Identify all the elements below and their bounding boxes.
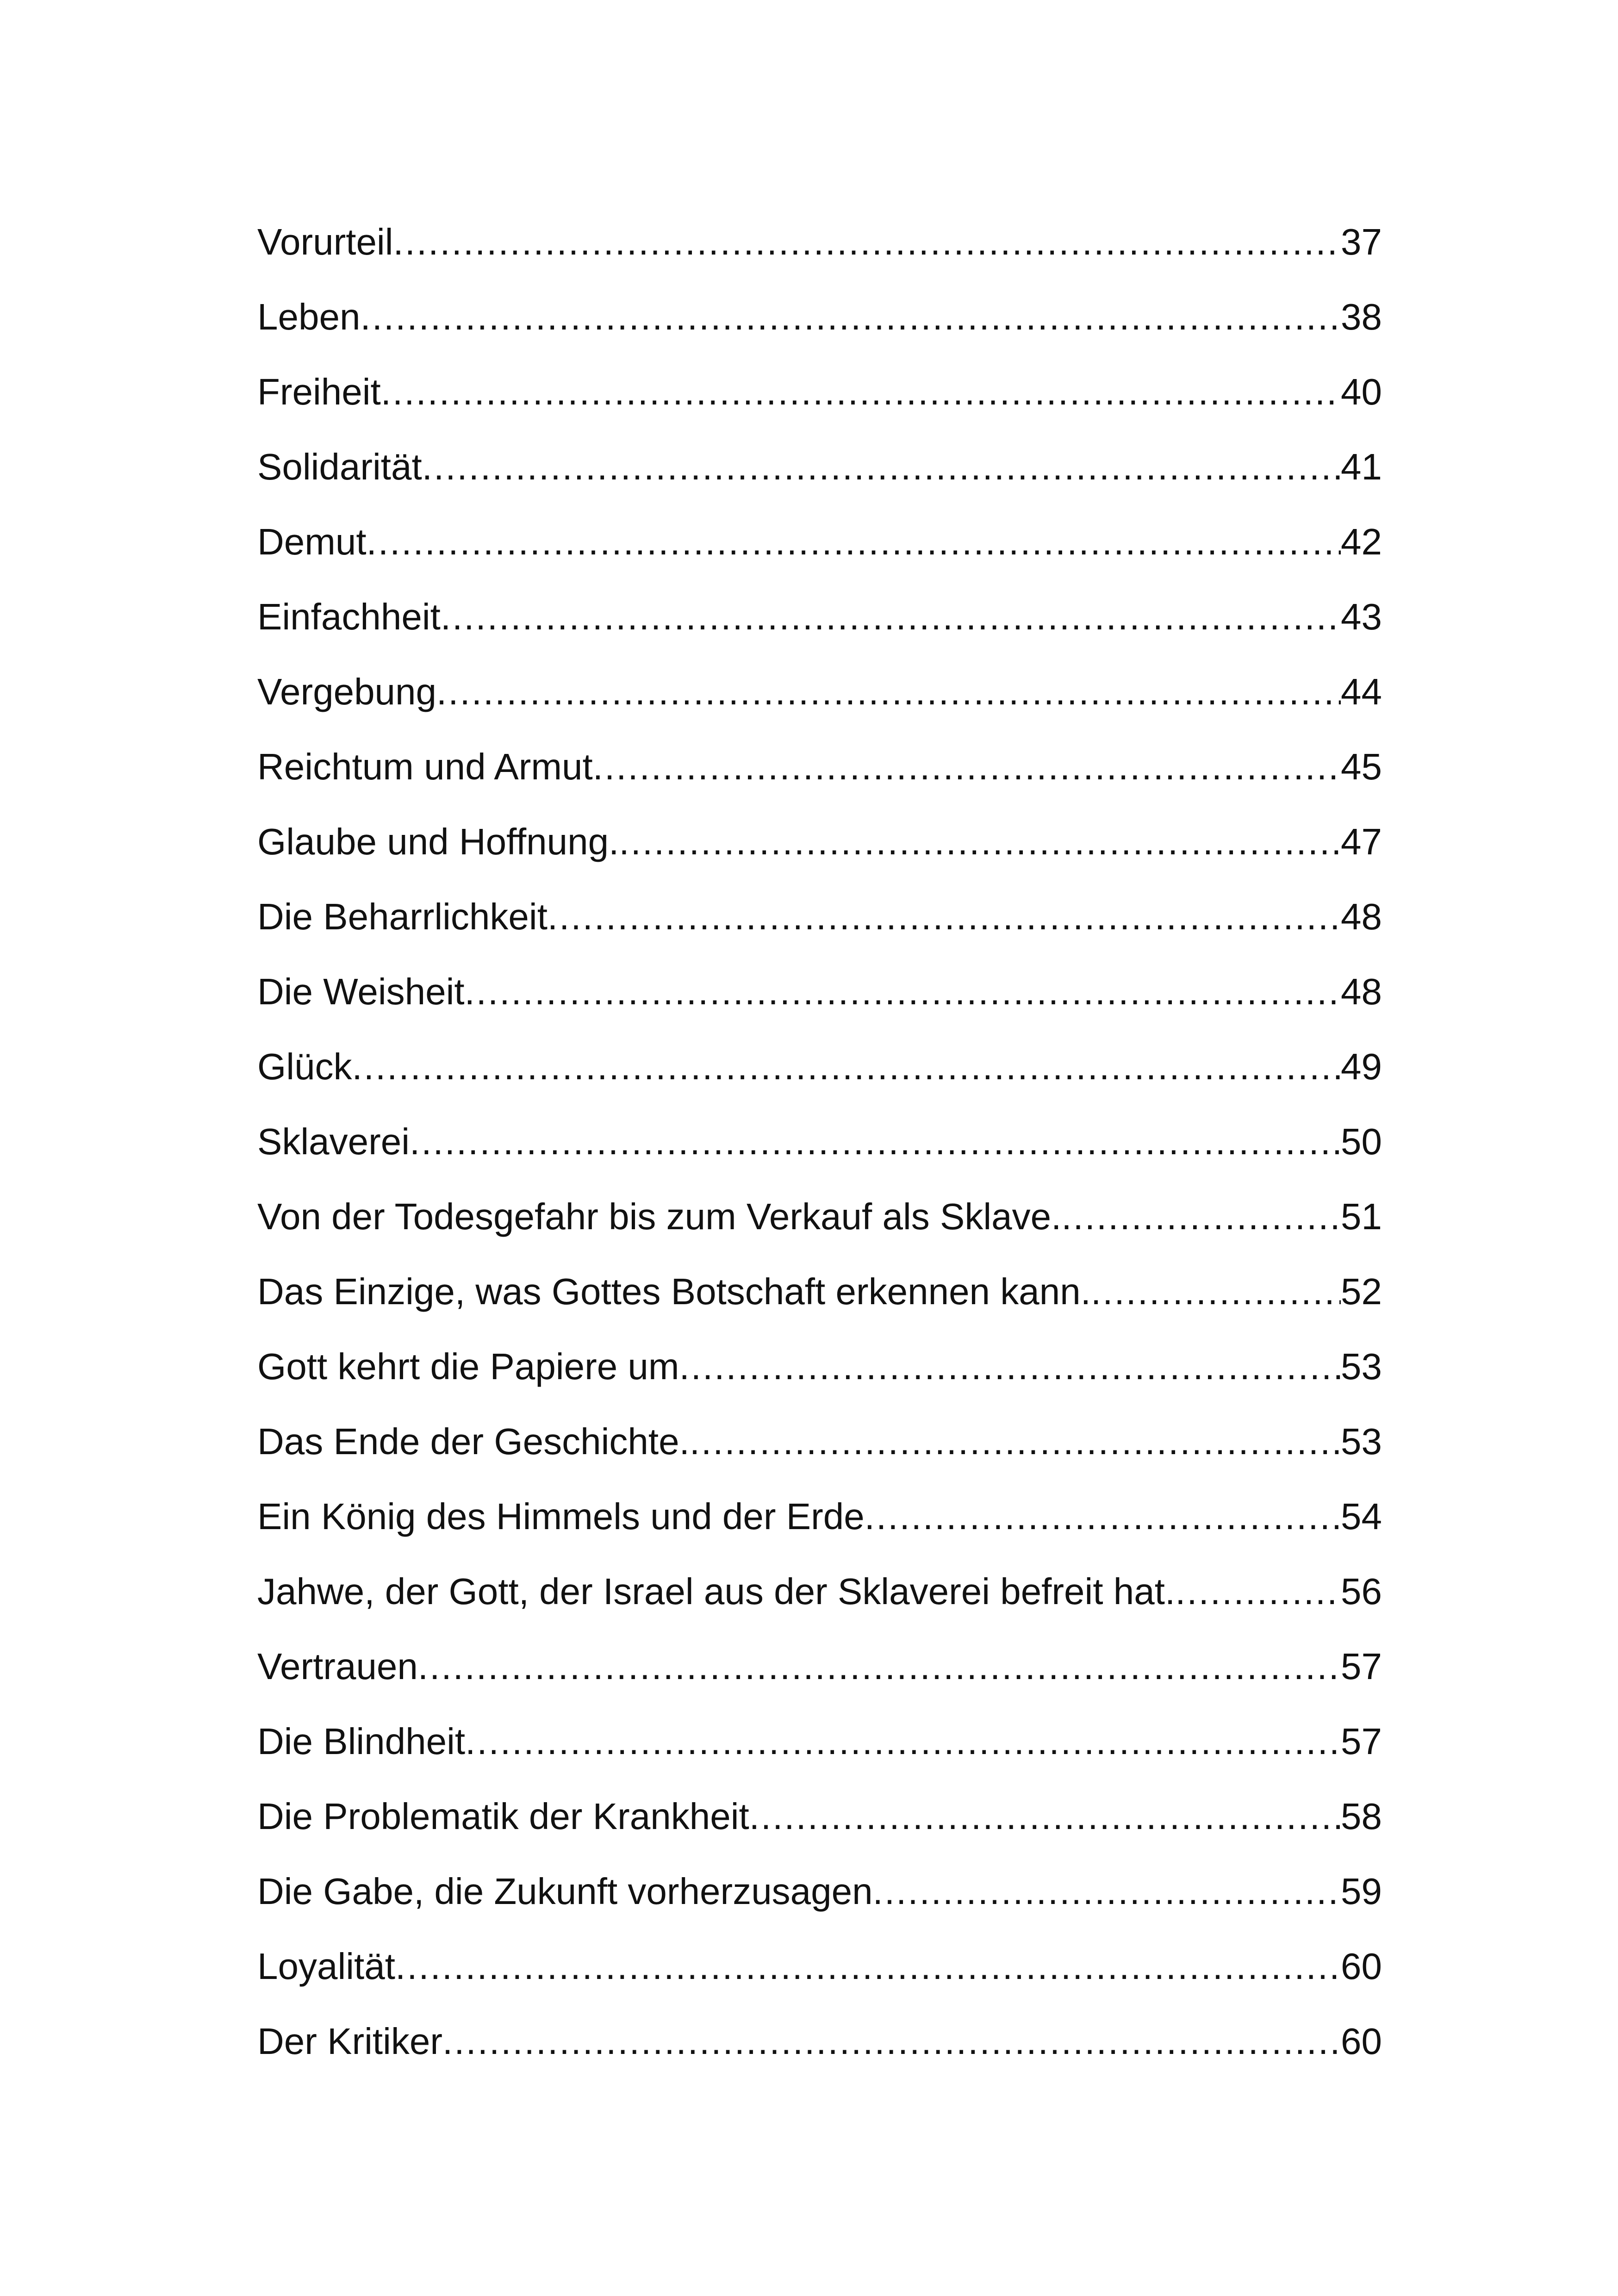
toc-entry-page: 51 xyxy=(1341,1196,1382,1237)
toc-entry-title: Einfachheit xyxy=(257,596,441,637)
toc-entry-title: Freiheit xyxy=(257,371,381,412)
toc-dot-leader xyxy=(873,1867,1341,1916)
toc-entry-die-weisheit[interactable] xyxy=(257,967,1382,1042)
toc-entry-title: Sklaverei xyxy=(257,1121,410,1162)
toc-entry-page: 49 xyxy=(1341,1046,1382,1087)
toc-entry-die-problematik-der-krankheit[interactable] xyxy=(257,1792,1382,1867)
toc-dot-leader xyxy=(395,1942,1341,1991)
toc-dot-leader xyxy=(865,1492,1341,1541)
toc-entry-ein-koenig[interactable] xyxy=(257,1492,1382,1567)
toc-dot-leader xyxy=(381,367,1341,417)
toc-entry-page: 56 xyxy=(1341,1571,1382,1612)
toc-entry-page: 41 xyxy=(1341,446,1382,487)
toc-entry-glueck[interactable] xyxy=(257,1042,1382,1117)
toc-entry-page: 38 xyxy=(1341,296,1382,337)
toc-dot-leader xyxy=(360,292,1341,342)
toc-entry-page: 37 xyxy=(1341,221,1382,262)
toc-dot-leader xyxy=(679,1342,1341,1391)
toc-entry-title: Vorurteil xyxy=(257,221,393,262)
toc-dot-leader xyxy=(441,592,1341,641)
toc-entry-page: 58 xyxy=(1341,1796,1382,1837)
toc-entry-page: 40 xyxy=(1341,371,1382,412)
toc-entry-title: Glaube und Hoffnung. xyxy=(257,821,619,862)
toc-dot-leader xyxy=(352,1042,1341,1091)
toc-entry-das-einzige[interactable] xyxy=(257,1267,1382,1342)
toc-entry-title: Der Kritiker xyxy=(257,2021,443,2062)
toc-entry-page: 45 xyxy=(1341,746,1382,787)
toc-entry-page: 59 xyxy=(1341,1871,1382,1912)
toc-entry-demut[interactable] xyxy=(257,517,1382,592)
toc-dot-leader xyxy=(442,2017,1341,2066)
toc-entry-title: Glück xyxy=(257,1046,352,1087)
toc-entry-title: Loyalität xyxy=(257,1946,395,1987)
toc-entry-page: 44 xyxy=(1341,671,1382,712)
toc-entry-page: 60 xyxy=(1341,2021,1382,2062)
toc-entry-title: Vergebung xyxy=(257,671,437,712)
toc-entry-gott-kehrt-die-papiere-um[interactable] xyxy=(257,1342,1382,1417)
toc-entry-reichtum-und-armut[interactable] xyxy=(257,742,1382,817)
toc-dot-leader xyxy=(367,517,1341,566)
toc-dot-leader xyxy=(1061,1192,1341,1241)
toc-dot-leader xyxy=(410,1117,1341,1166)
toc-entry-sklaverei[interactable] xyxy=(257,1117,1382,1192)
toc-entry-das-ende-der-geschichte[interactable] xyxy=(257,1417,1382,1492)
toc-entry-page: 47 xyxy=(1341,821,1382,862)
toc-entry-page: 42 xyxy=(1341,521,1382,562)
toc-entry-loyalitaet[interactable] xyxy=(257,1942,1382,2017)
toc-entry-die-blindheit[interactable] xyxy=(257,1717,1382,1792)
toc-entry-die-gabe[interactable] xyxy=(257,1867,1382,1942)
toc-entry-title: Leben xyxy=(257,296,361,337)
toc-entry-title: Die Weisheit xyxy=(257,971,465,1012)
toc-entry-page: 54 xyxy=(1341,1496,1382,1537)
toc-entry-freiheit[interactable] xyxy=(257,367,1382,442)
toc-entry-einfachheit[interactable] xyxy=(257,592,1382,667)
toc-entry-title: Jahwe, der Gott, der Israel aus der Sklaverei befreit hat. xyxy=(257,1571,1176,1612)
toc-entry-glaube-und-hoffnung[interactable] xyxy=(257,817,1382,892)
toc-entry-page: 43 xyxy=(1341,596,1382,637)
toc-entry-title: Die Gabe, die Zukunft vorherzusagen xyxy=(257,1871,873,1912)
toc-entry-title: Von der Todesgefahr bis zum Verkauf als Sklave. xyxy=(257,1196,1062,1237)
toc-entry-vergebung[interactable] xyxy=(257,667,1382,742)
toc-dot-leader xyxy=(422,442,1341,492)
toc-entry-der-kritiker[interactable] xyxy=(257,2017,1382,2092)
toc-entry-von-der-todesgefahr[interactable] xyxy=(257,1192,1382,1267)
toc-entry-title: Demut xyxy=(257,521,367,562)
toc-entry-title: Ein König des Himmels und der Erde xyxy=(257,1496,865,1537)
toc-entry-page: 53 xyxy=(1341,1421,1382,1462)
table-of-contents xyxy=(257,218,1382,2092)
toc-dot-leader xyxy=(465,1717,1341,1766)
toc-dot-leader xyxy=(749,1792,1341,1841)
toc-entry-title: Die Beharrlichkeit xyxy=(257,896,548,937)
toc-entry-title: Das Ende der Geschichte. xyxy=(257,1421,690,1462)
toc-entry-page: 57 xyxy=(1341,1646,1382,1687)
toc-dot-leader xyxy=(465,967,1341,1016)
toc-dot-leader xyxy=(393,218,1341,267)
toc-dot-leader xyxy=(418,1642,1341,1691)
toc-dot-leader xyxy=(1091,1267,1341,1316)
toc-dot-leader xyxy=(619,817,1341,866)
toc-entry-title: Das Einzige, was Gottes Botschaft erkennen kann. xyxy=(257,1271,1091,1312)
toc-dot-leader xyxy=(690,1417,1341,1466)
toc-entry-page: 53 xyxy=(1341,1346,1382,1387)
toc-entry-title: Gott kehrt die Papiere um xyxy=(257,1346,679,1387)
toc-entry-vorurteil[interactable] xyxy=(257,218,1382,292)
toc-entry-page: 50 xyxy=(1341,1121,1382,1162)
toc-entry-solidaritaet[interactable] xyxy=(257,442,1382,517)
toc-dot-leader xyxy=(1175,1567,1341,1616)
toc-entry-page: 48 xyxy=(1341,971,1382,1012)
toc-dot-leader xyxy=(548,892,1341,941)
toc-entry-page: 57 xyxy=(1341,1721,1382,1762)
toc-entry-die-beharrlichkeit[interactable] xyxy=(257,892,1382,967)
toc-entry-page: 60 xyxy=(1341,1946,1382,1987)
toc-entry-page: 48 xyxy=(1341,896,1382,937)
toc-dot-leader xyxy=(436,667,1341,716)
toc-entry-title: Die Problematik der Krankheit xyxy=(257,1796,749,1837)
toc-entry-title: Vertrauen xyxy=(257,1646,418,1687)
toc-entry-leben[interactable] xyxy=(257,292,1382,367)
toc-entry-vertrauen[interactable] xyxy=(257,1642,1382,1717)
toc-entry-jahwe[interactable] xyxy=(257,1567,1382,1642)
toc-entry-page: 52 xyxy=(1341,1271,1382,1312)
toc-dot-leader xyxy=(593,742,1341,791)
toc-entry-title: Die Blindheit xyxy=(257,1721,466,1762)
toc-entry-title: Solidarität xyxy=(257,446,422,487)
toc-entry-title: Reichtum und Armut xyxy=(257,746,593,787)
